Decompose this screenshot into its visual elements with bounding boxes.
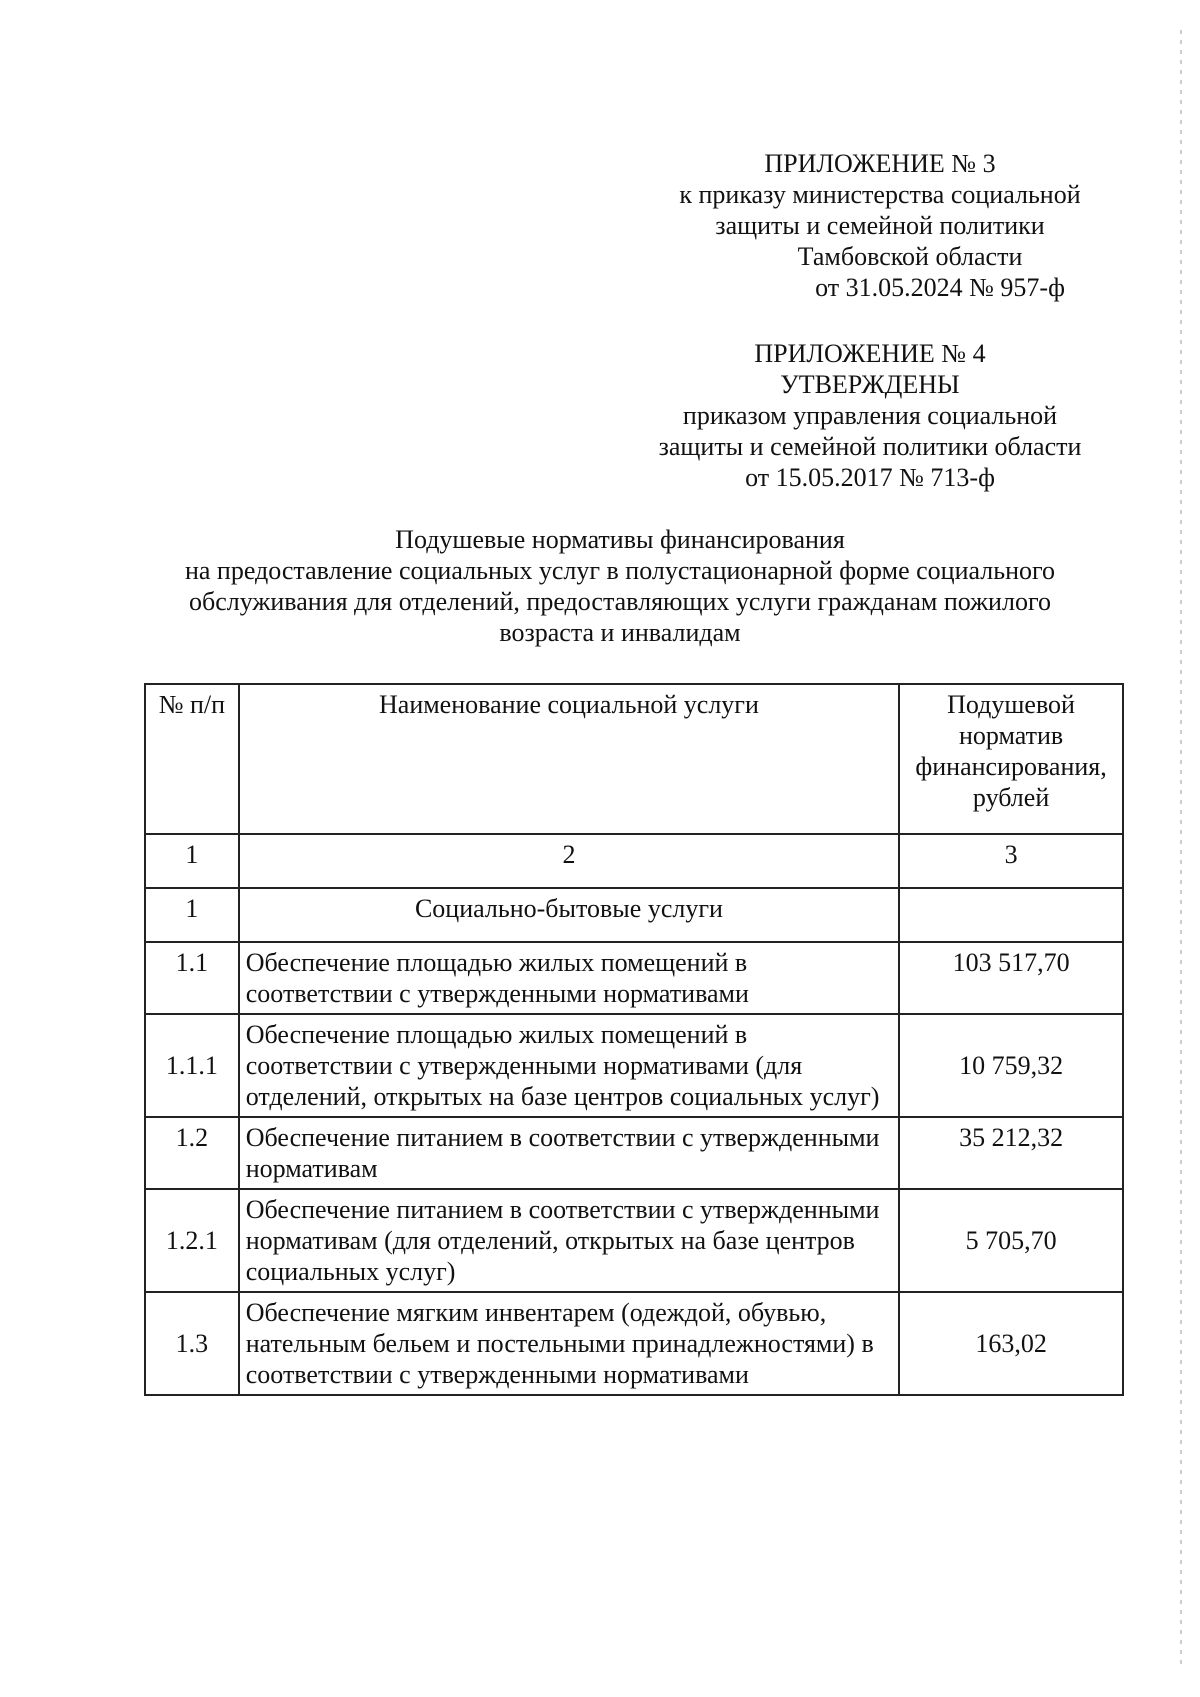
row-number: 1.2.1 <box>145 1189 239 1292</box>
row-value: 5 705,70 <box>899 1189 1123 1292</box>
annex-3-ministry-line: защиты и семейной политики <box>715 211 1045 240</box>
table-row <box>145 888 1123 942</box>
annex-3-region-line: Тамбовской области <box>797 242 1023 271</box>
table-row <box>145 942 1123 1014</box>
row-number: 1.1.1 <box>145 1014 239 1117</box>
annex-4-order-line: приказом управления социальной <box>682 401 1058 430</box>
row-value: 163,02 <box>899 1292 1123 1395</box>
annex-3-title: ПРИЛОЖЕНИЕ № 3 <box>764 149 996 178</box>
row-service-name: Социально-бытовые услуги <box>239 888 899 942</box>
title-line-1: Подушевые нормативы финансирования <box>395 525 845 554</box>
row-service-name: Обеспечение площадью жилых помещений в соответствии с утвержденными нормативами (для отделений, открытых на базе центров социальных услуг) <box>239 1014 899 1117</box>
annex-3-order-line: к приказу министерства социальной <box>679 180 1081 209</box>
row-service-name: Обеспечение площадью жилых помещений в соответствии с утвержденными нормативами <box>239 942 899 1014</box>
row-service-name: Обеспечение питанием в соответствии с утвержденными нормативам <box>239 1117 899 1189</box>
row-number: 1.1 <box>145 942 239 1014</box>
header-number: № п/п <box>145 684 239 834</box>
scan-edge-marks <box>1180 30 1182 1670</box>
column-number-2: 2 <box>239 834 899 888</box>
header-service-name: Наименование социальной услуги <box>239 684 899 834</box>
row-number: 1 <box>145 888 239 942</box>
table-header-row <box>145 684 1123 834</box>
norms-table <box>144 683 1124 1396</box>
annex-4-date-line: от 15.05.2017 № 713-ф <box>745 463 995 492</box>
row-value <box>899 888 1123 942</box>
table-row <box>145 1117 1123 1189</box>
table-row <box>145 1189 1123 1292</box>
row-number: 1.3 <box>145 1292 239 1395</box>
annex-4-ministry-line: защиты и семейной политики области <box>658 432 1082 461</box>
row-value: 35 212,32 <box>899 1117 1123 1189</box>
annex-3-date-line: от 31.05.2024 № 957-ф <box>815 273 1065 302</box>
document-title <box>130 524 1110 648</box>
row-value: 103 517,70 <box>899 942 1123 1014</box>
header-norm: Подушевой норматив финансирования, рублей <box>899 684 1123 834</box>
table-row <box>145 1292 1123 1395</box>
column-number-1: 1 <box>145 834 239 888</box>
row-value: 10 759,32 <box>899 1014 1123 1117</box>
table-row <box>145 1014 1123 1117</box>
column-number-3: 3 <box>899 834 1123 888</box>
annex-4-header <box>630 338 1110 493</box>
title-line-3: обслуживания для отделений, предоставляющих услуги гражданам пожилого <box>189 587 1051 616</box>
row-service-name: Обеспечение мягким инвентарем (одеждой, обувью, нательным бельем и постельными принадлежностями) в соответствии с утвержденными нормативами <box>239 1292 899 1395</box>
column-number-row <box>145 834 1123 888</box>
row-service-name: Обеспечение питанием в соответствии с утвержденными нормативам (для отделений, открытых на базе центров социальных услуг) <box>239 1189 899 1292</box>
annex-4-title: ПРИЛОЖЕНИЕ № 4 <box>754 339 986 368</box>
annex-3-header <box>640 148 1120 303</box>
title-line-2: на предоставление социальных услуг в полустационарной форме социального <box>184 556 1056 585</box>
row-number: 1.2 <box>145 1117 239 1189</box>
title-line-4: возраста и инвалидам <box>499 618 741 647</box>
approved-label: УТВЕРЖДЕНЫ <box>780 370 960 399</box>
